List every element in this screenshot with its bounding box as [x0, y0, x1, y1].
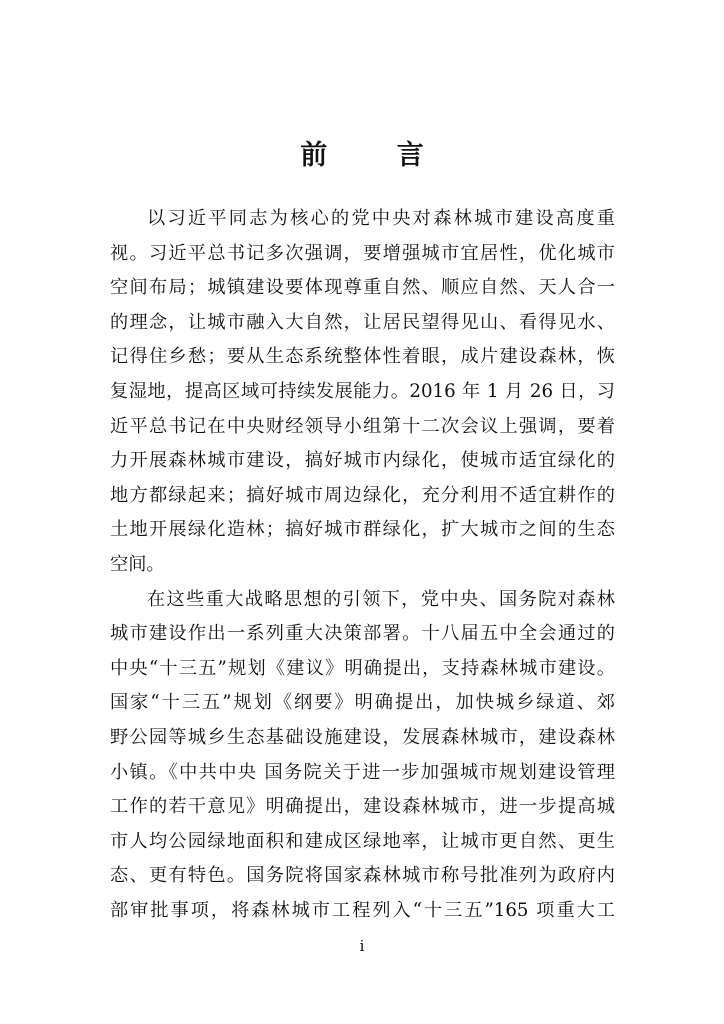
text-line: 国家“十三五”规划《纲要》明确提出，加快城乡绿道、郊 [110, 692, 615, 714]
text-line: 土地开展绿化造林；搞好城市群绿化，扩大城市之间的生态 [110, 519, 615, 541]
body-text [110, 202, 615, 928]
text-line: 记得住乡愁；要从生态系统整体性着眼，成片建设森林，恢 [110, 346, 615, 368]
text-line: 的理念，让城市融入大自然，让居民望得见山、看得见水、 [110, 311, 615, 333]
text-line: 市人均公园绿地面积和建成区绿地率，让城市更自然、更生 [110, 830, 615, 852]
text-line: 近平总书记在中央财经领导小组第十二次会议上强调，要着 [110, 415, 615, 437]
page-title: 前 言 [300, 140, 454, 171]
text-line: 复湿地，提高区域可持续发展能力。2016 年 1 月 26 日，习 [110, 380, 615, 402]
page-number: i [359, 937, 365, 955]
text-line: 态、更有特色。国务院将国家森林城市称号批准列为政府内 [110, 865, 615, 887]
text-line: 城市建设作出一系列重大决策部署。十八届五中全会通过的 [110, 623, 615, 645]
text-line: 部审批事项，将森林城市工程列入“十三五”165 项重大工 [110, 899, 615, 921]
text-line: 力开展森林城市建设，搞好城市内绿化，使城市适宜绿化的 [110, 450, 615, 472]
text-line: 视。习近平总书记多次强调，要增强城市宜居性，优化城市 [110, 242, 615, 264]
text-line: 以习近平同志为核心的党中央对森林城市建设高度重 [147, 208, 615, 229]
text-line: 工作的若干意见》明确提出，建设森林城市，进一步提高城 [110, 796, 615, 818]
text-line: 空间。 [110, 553, 165, 575]
text-line: 野公园等城乡生态基础设施建设，发展森林城市，建设森林 [110, 726, 615, 748]
text-line: 空间布局；城镇建设要体现尊重自然、顺应自然、天人合一 [110, 277, 615, 299]
text-line: 小镇。《中共中央 国务院关于进一步加强城市规划建设管理 [110, 761, 615, 783]
text-line: 地方都绿起来；搞好城市周边绿化，充分利用不适宜耕作的 [110, 484, 615, 506]
text-line: 在这些重大战略思想的引领下，党中央、国务院对森林 [147, 588, 615, 610]
text-line: 中央“十三五”规划《建议》明确提出，支持森林城市建设。 [110, 657, 615, 679]
